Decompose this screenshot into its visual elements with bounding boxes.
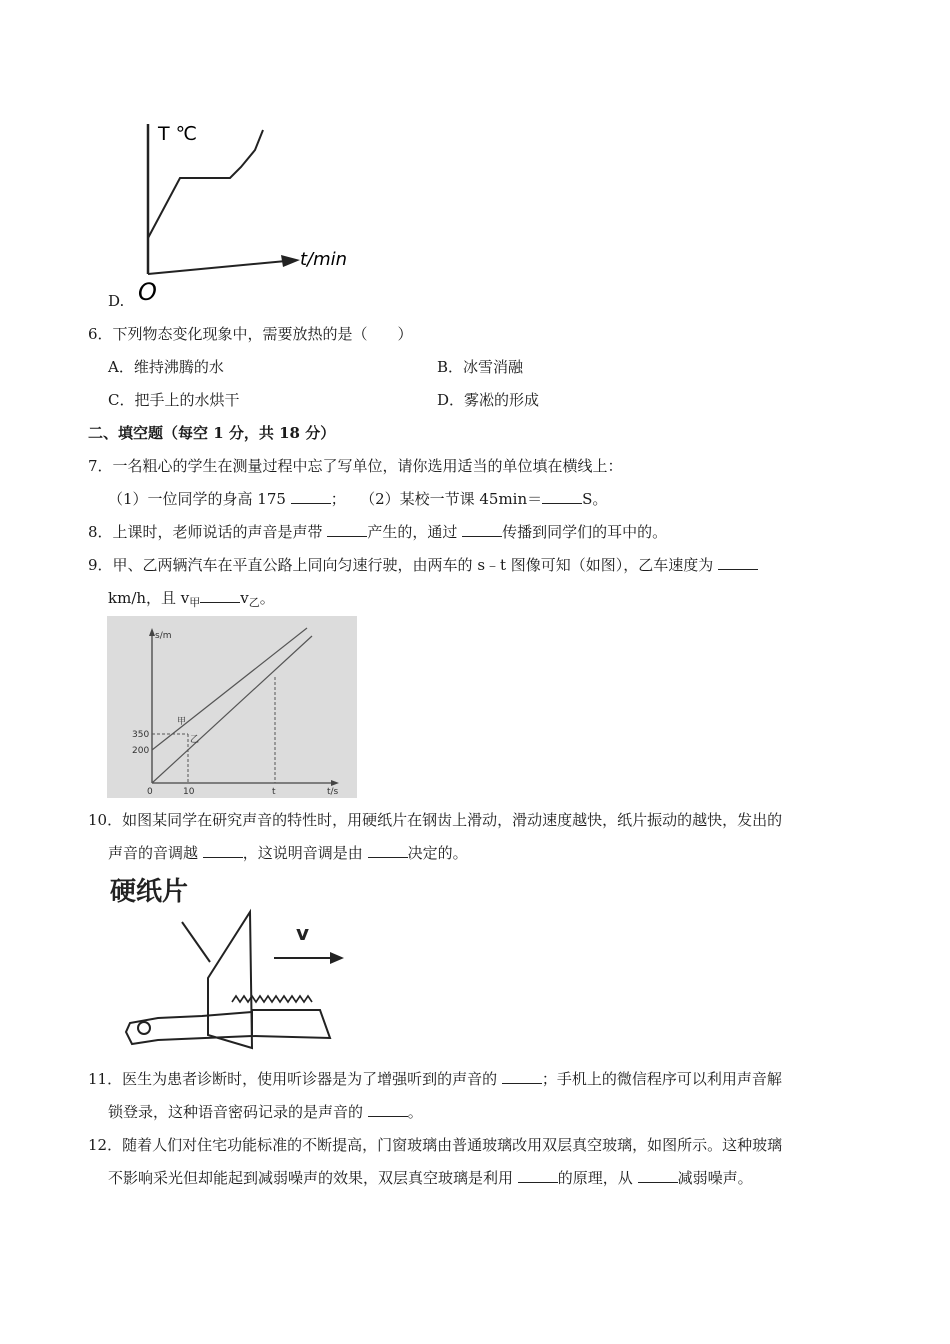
q9-blank-1[interactable]: [718, 555, 758, 570]
section-heading: 二、填空题（每空 1 分，共 18 分）: [88, 424, 336, 442]
st-x-label: t/s: [327, 787, 339, 797]
q10-blank-2[interactable]: [368, 843, 408, 858]
q6-stem: 6．下列物态变化现象中，需要放热的是（ ）: [88, 325, 413, 343]
q7-blank-1[interactable]: [291, 489, 331, 504]
q8-text-c: 传播到同学们的耳中的。: [502, 523, 668, 541]
st-y-label: s/m: [155, 631, 172, 641]
q11-text-1b: ；手机上的微信程序可以利用声音解: [541, 1070, 782, 1088]
option-d-label: D.: [108, 292, 125, 310]
q10-blank-1[interactable]: [203, 843, 243, 858]
q7-blank-2[interactable]: [542, 489, 582, 504]
figure-title: 硬纸片: [110, 877, 189, 907]
velocity-arrow-head: [330, 952, 344, 964]
heating-curve: [148, 130, 263, 238]
q9-text-2a: km/h，且 v: [108, 589, 190, 607]
tick-350: 350: [132, 730, 150, 740]
tick-t: t: [272, 787, 276, 797]
x-axis-label: t/min: [300, 249, 348, 270]
tick-10: 10: [183, 787, 195, 797]
q11-line1: [88, 1069, 782, 1089]
q11-blank-2[interactable]: [368, 1102, 408, 1117]
q10-text-c: 决定的。: [407, 844, 468, 862]
q9-text-1: 9．甲、乙两辆汽车在平直公路上同向匀速行驶，由两车的 s﹣t 图像可知（如图），乙车速度为: [88, 556, 714, 574]
q7-parts: [108, 489, 607, 509]
q6-option-a: A．维持沸腾的水: [108, 358, 224, 376]
q6-option-d: D．雾凇的形成: [437, 391, 540, 409]
q10-line1: 10．如图某同学在研究声音的特性时，用硬纸片在钢齿上滑动，滑动速度越快，纸片振动的越快，发出的: [88, 811, 783, 829]
q8-text-b: 产生的，通过: [367, 523, 458, 541]
q9-line2: [108, 588, 275, 610]
graph-photo-background: [107, 616, 357, 798]
q9-sub-yi: 乙: [248, 596, 260, 609]
q8-blank-2[interactable]: [462, 522, 502, 537]
q9-sub-jia: 甲: [189, 596, 201, 609]
label-jia: 甲: [177, 717, 187, 727]
q8-blank-1[interactable]: [327, 522, 367, 537]
q11-blank-1[interactable]: [502, 1069, 542, 1084]
q9-blank-2[interactable]: [200, 588, 240, 603]
q6-option-b: B．冰雪消融: [437, 358, 524, 376]
q10-line2: [108, 843, 468, 863]
x-axis: [148, 261, 286, 274]
q6-option-c: C．把手上的水烘干: [108, 391, 240, 409]
q9-text-2c: 。: [259, 589, 275, 607]
y-axis-label: T ℃: [158, 123, 197, 145]
q7-part2-unit: S。: [582, 490, 608, 508]
card-comb-figure: [110, 870, 360, 1055]
q11-line2: [108, 1102, 423, 1122]
origin-label: O: [138, 278, 157, 306]
pointer-line: [182, 922, 210, 962]
q8-text-a: 8．上课时，老师说话的声音是声带: [88, 523, 323, 541]
q12-text-a: 不影响采光但却能起到减弱噪声的效果，双层真空玻璃是利用: [108, 1169, 514, 1187]
q12-text-b: 的原理，从: [557, 1169, 633, 1187]
q12-blank-1[interactable]: [518, 1168, 558, 1183]
temperature-time-graph: [100, 112, 370, 312]
q11-text-2a: 锁登录，这种语音密码记录的是声音的: [108, 1103, 364, 1121]
x-axis-arrow: [281, 255, 300, 267]
q10-text-b: ，这说明音调是由: [242, 844, 363, 862]
card-sheet: [208, 912, 252, 1048]
q11-text-2b: 。: [407, 1103, 423, 1121]
tick-0: 0: [147, 787, 153, 797]
q10-text-a: 声音的音调越: [108, 844, 199, 862]
q12-line2: [108, 1168, 753, 1188]
q7-part1-sep: ；: [330, 490, 346, 508]
handle-hole: [138, 1022, 150, 1034]
q11-text-1a: 11．医生为患者诊断时，使用听诊器是为了增强听到的声音的: [88, 1070, 498, 1088]
q12-text-c: 减弱噪声。: [677, 1169, 753, 1187]
q7-part1-text: （1）一位同学的身高 175: [108, 490, 286, 508]
q9-line1: [88, 555, 758, 575]
q7-stem: 7．一名粗心的学生在测量过程中忘了写单位，请你选用适当的单位填在横线上：: [88, 457, 623, 475]
comb-body: [252, 1010, 330, 1038]
label-yi: 乙: [190, 735, 200, 745]
q8-line: [88, 522, 667, 542]
q12-blank-2[interactable]: [638, 1168, 678, 1183]
q9-text-2b: v: [240, 589, 249, 607]
st-graph: [107, 616, 357, 798]
tick-200: 200: [132, 746, 150, 756]
q12-line1: 12．随着人们对住宅功能标准的不断提高，门窗玻璃由普通玻璃改用双层真空玻璃，如图所示。这种玻璃: [88, 1136, 783, 1154]
q7-part2-text: （2）某校一节课 45min＝: [360, 490, 543, 508]
velocity-label: v: [296, 921, 310, 945]
